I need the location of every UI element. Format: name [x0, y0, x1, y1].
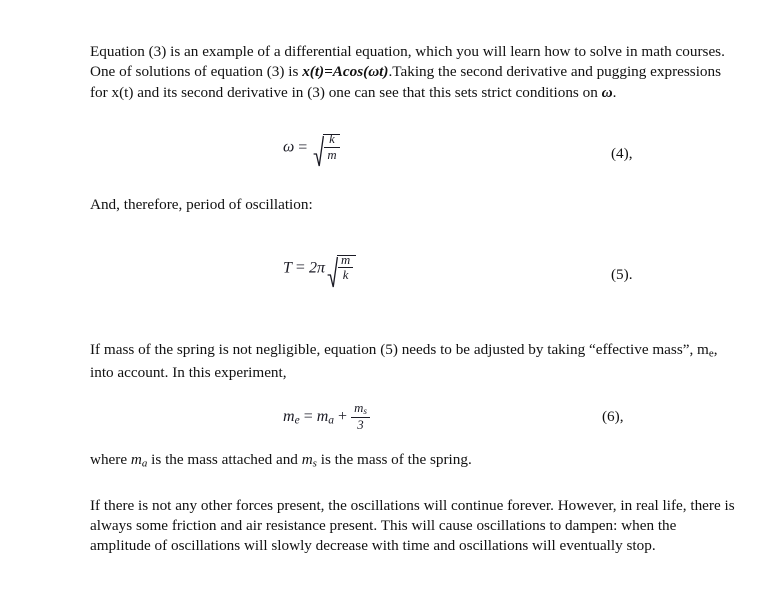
equation-number-5: (5).	[611, 265, 633, 283]
inline-symbol-omega: ω	[601, 83, 613, 101]
vertical-spacer	[90, 474, 736, 496]
equation-5-lhs: T	[283, 259, 292, 277]
equation-4-lhs: ω	[283, 138, 295, 156]
paragraph-text-segment: .Taking the second derivative and pugging expressions for x(t) and its second derivative in (3) one can see that this sets strict conditions on	[90, 63, 722, 101]
vertical-spacer	[90, 436, 736, 450]
inline-symbol-ma-base: m	[130, 450, 142, 468]
paragraph-period-of-oscillation: And, therefore, period of oscillation:	[90, 196, 313, 214]
paragraph-damping: If there is not any other forces present, the oscillations will continue forever. However, in real life, there is always some friction and air resistance present. This will cause oscillations to dampen: when the amplitude of oscillations will slowly decrease with time and oscillations will eventually stop.	[90, 496, 735, 555]
equation-5-numerator: m	[340, 252, 351, 267]
equation-6-numerator-sub: s	[363, 405, 367, 416]
equation-row-4	[90, 125, 736, 173]
paragraph-text-segment: where	[90, 450, 131, 468]
equation-4-radical	[313, 133, 339, 163]
equation-6-numerator-base: m	[354, 400, 364, 415]
equation-4-fraction	[324, 133, 339, 163]
paragraph-text-segment: Equation (3) is an example of a differential equation, which you will learn how to solve in math courses. One of solutions of equation (3) is	[90, 43, 725, 81]
vertical-spacer	[90, 216, 736, 246]
radical-sign-icon	[313, 134, 324, 164]
equation-4-numerator: k	[329, 132, 335, 147]
equation-4-body	[283, 133, 340, 163]
paragraph-equation-3-intro	[90, 42, 736, 103]
equation-5-radical	[327, 254, 353, 284]
equation-5-coefficient: 2π	[308, 259, 325, 277]
inline-symbol-ma-sub: a	[141, 457, 148, 470]
inline-symbol-ma	[131, 451, 147, 468]
vertical-spacer	[90, 384, 736, 398]
equation-number-6: (6),	[602, 407, 624, 425]
vertical-spacer	[90, 326, 736, 340]
equation-4-relation: =	[298, 138, 308, 156]
paragraph-text-segment: is the mass of the spring.	[316, 450, 472, 468]
subscript-e: e	[708, 347, 714, 360]
equation-4-denominator: m	[324, 147, 339, 163]
equation-5-relation: =	[295, 259, 305, 277]
paragraph-text-segment: , into account. In this experiment,	[90, 340, 718, 382]
inline-symbol-ms	[302, 451, 317, 468]
inline-symbol-ms-sub: s	[312, 457, 317, 470]
paragraph-text-segment: is the mass attached and	[147, 450, 302, 468]
equation-6-lhs-sub: e	[294, 414, 300, 427]
document-content	[90, 42, 736, 557]
equation-6-lhs	[283, 408, 300, 425]
equation-6-denominator: 3	[351, 417, 370, 433]
vertical-spacer	[90, 296, 736, 326]
equation-6-plus: +	[338, 407, 348, 425]
equation-6-numerator	[351, 402, 370, 417]
inline-symbol-ms-base: m	[301, 450, 313, 468]
equation-6-lhs-base: m	[283, 407, 295, 425]
equation-row-5	[90, 246, 736, 296]
inline-formula-xt-acos: x(t)=Acos(ωt)	[302, 63, 389, 81]
equation-5-fraction	[338, 254, 353, 284]
paragraph-text-segment: .	[612, 83, 617, 101]
equation-6-term1	[317, 408, 334, 425]
equation-number-4: (4),	[611, 145, 633, 163]
equation-6-term1-sub: a	[328, 414, 335, 427]
equation-5-body	[283, 254, 353, 284]
radical-sign-icon	[327, 255, 338, 285]
paragraph-where-definitions	[90, 450, 736, 474]
equation-6-fraction	[351, 402, 370, 433]
equation-6-relation: =	[303, 407, 313, 425]
vertical-spacer	[90, 173, 736, 195]
equation-6-body	[283, 402, 370, 433]
paragraph-text-segment: If mass of the spring is not negligible, equation (5) needs to be adjusted by taking “effective mass”, m	[90, 340, 709, 358]
equation-5-denominator: k	[338, 267, 353, 283]
equation-6-term1-base: m	[316, 407, 329, 425]
paragraph-effective-mass	[90, 340, 736, 384]
equation-row-6	[90, 398, 736, 436]
vertical-spacer	[90, 103, 736, 125]
